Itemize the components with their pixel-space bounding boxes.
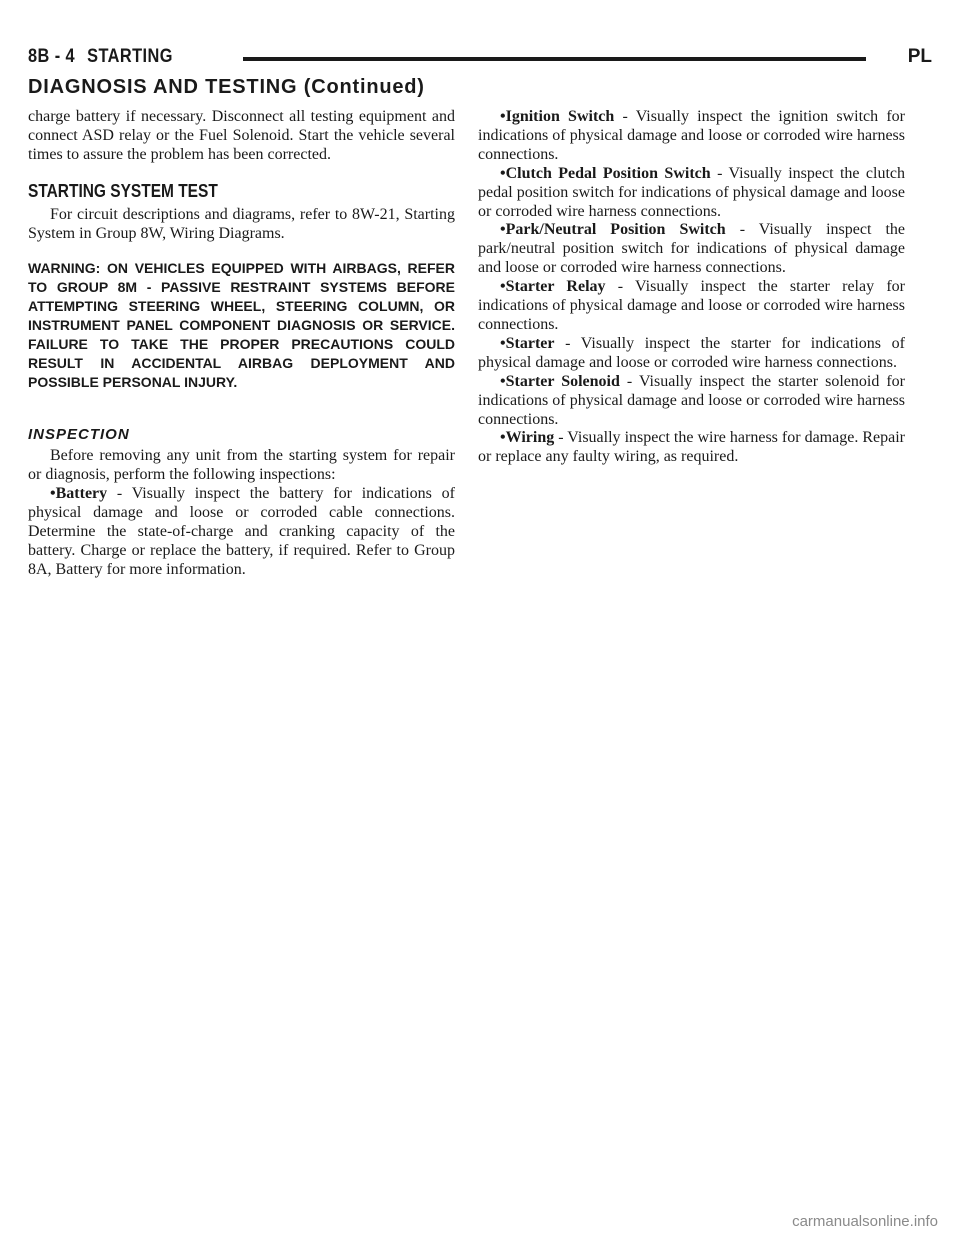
bullet-item — [478, 108, 905, 165]
bullet-term: Battery — [55, 485, 108, 503]
bullet-item — [478, 221, 905, 278]
header-rule — [243, 57, 866, 61]
bullet-dot: • — [500, 221, 506, 239]
bullet-term: Clutch Pedal Position Switch — [505, 164, 711, 182]
subsection-title: INSPECTION — [28, 426, 130, 444]
bullet-text: - Visually inspect the battery for indications of physical damage and loose or corroded cable connections. Determine the state-of-charge and cranking capacity of the battery. Charge or replace the battery, if required. Refer to Group 8A, Battery for more information. — [28, 485, 455, 578]
bullet-term: Starter Relay — [505, 278, 606, 296]
bullet-term: Park/Neutral Position Switch — [505, 221, 726, 239]
bullet-dot: • — [500, 278, 506, 296]
bullet-item — [478, 373, 905, 430]
bullet-item — [478, 278, 905, 335]
bullet-item — [478, 429, 905, 467]
bullet-text: - Visually inspect the wire harness for damage. Repair or replace any faulty wiring, as required. — [478, 429, 905, 466]
bullet-text: - Visually inspect the clutch pedal position switch for indications of physical damage and loose or corroded wire harness connections. — [478, 164, 905, 220]
model-code: PL — [907, 46, 932, 67]
page-header — [28, 44, 932, 74]
bullet-dot: • — [500, 372, 506, 390]
left-column — [28, 108, 455, 580]
bullet-text: - Visually inspect the starter for indications of physical damage and loose or corroded wire harness connections. — [478, 334, 905, 371]
bullet-dot: • — [50, 485, 56, 503]
section-title: STARTING SYSTEM TEST — [28, 180, 218, 201]
continued-heading: DIAGNOSIS AND TESTING (Continued) — [28, 76, 425, 98]
intro-paragraph: charge battery if necessary. Disconnect all testing equipment and connect ASD relay or the Fuel Solenoid. Start the vehicle several times to assure the problem has been corrected. — [28, 108, 455, 163]
warning-text: WARNING: ON VEHICLES EQUIPPED WITH AIRBAGS, REFER TO GROUP 8M - PASSIVE RESTRAINT SYSTEMS BEFORE ATTEMPTING STEERING WHEEL, STEERING COLUMN, OR INSTRUMENT PANEL COMPONENT DIAGNOSIS OR SERVICE. FAILURE TO TAKE THE PROPER PRECAUTIONS COULD RESULT IN ACCIDENTAL AIRBAG DEPLOYMENT AND POSSIBLE PERSONAL INJURY. — [28, 260, 455, 391]
bullet-text: - Visually inspect the park/neutral position switch for indications of physical damage and loose or corroded wire harness connections. — [478, 221, 905, 277]
bullet-term: Ignition Switch — [505, 108, 615, 125]
header-left — [28, 46, 173, 68]
bullet-text: - Visually inspect the starter solenoid for indications of physical damage and loose or corroded wire harness connections. — [478, 372, 906, 428]
bullet-dot: • — [500, 108, 506, 125]
bullet-text: - Visually inspect the starter relay for indications of physical damage and loose or corroded wire harness connections. — [478, 278, 905, 333]
section-paragraph: For circuit descriptions and diagrams, refer to 8W-21, Starting System in Group 8W, Wiring Diagrams. — [28, 205, 455, 242]
bullet-item-battery — [28, 485, 455, 580]
section-name: STARTING — [87, 46, 173, 67]
right-column — [478, 108, 905, 467]
watermark-link[interactable]: carmanualsonline.info — [792, 1213, 938, 1230]
bullet-dot: • — [500, 429, 506, 447]
subsection-paragraph: Before removing any unit from the starting system for repair or diagnosis, perform the following inspections: — [28, 447, 455, 484]
bullet-item — [478, 335, 905, 373]
bullet-term: Starter Solenoid — [505, 372, 620, 390]
page-number: 8B - 4 — [28, 46, 76, 67]
bullet-term: Wiring — [505, 429, 555, 447]
bullet-text: - Visually inspect the ignition switch for indications of physical damage and loose or corroded wire harness connections. — [478, 108, 906, 163]
bullet-dot: • — [500, 334, 506, 352]
bullet-item — [478, 165, 905, 222]
bullet-term: Starter — [505, 334, 555, 352]
bullet-dot: • — [500, 164, 506, 182]
